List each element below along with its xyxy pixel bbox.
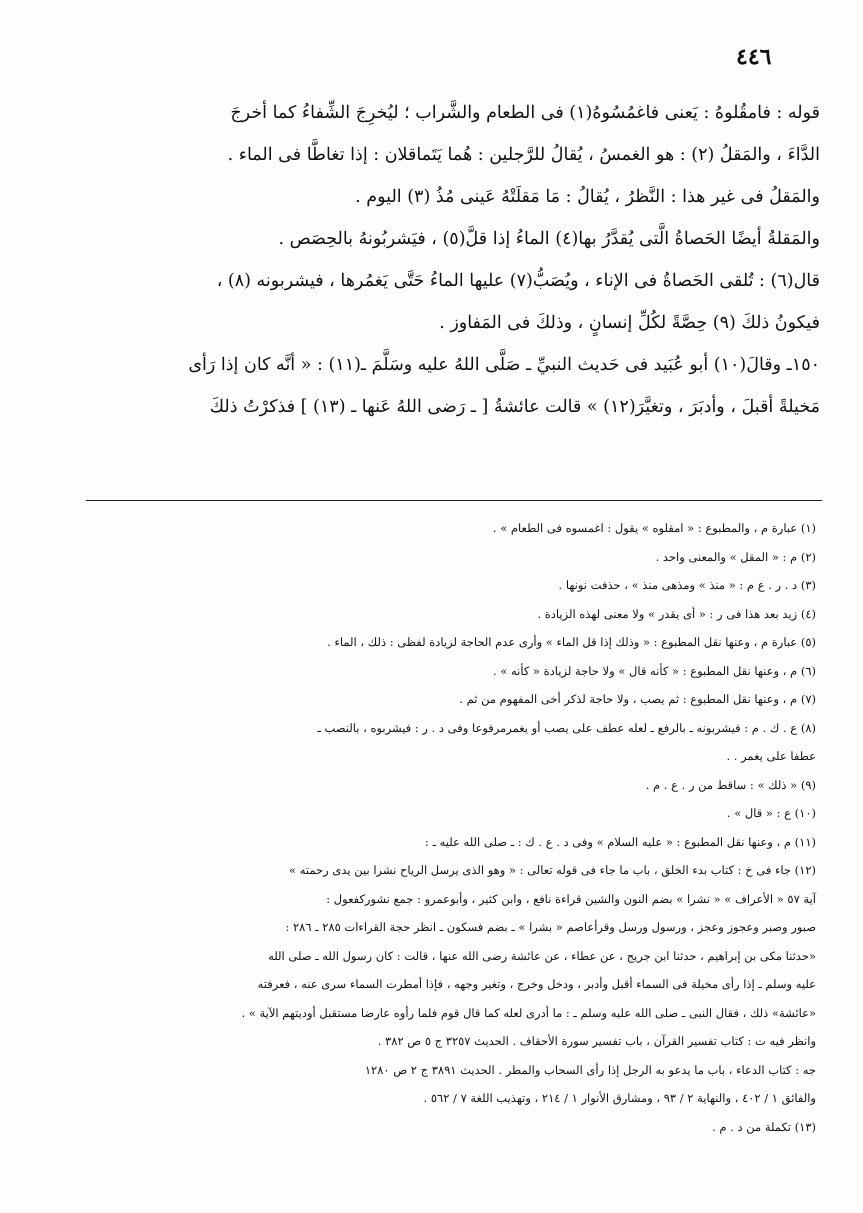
footnote-divider bbox=[86, 500, 822, 501]
footnotes bbox=[86, 514, 816, 1141]
footnote-line: (٢) م : « المقل » والمعنى واحد . bbox=[655, 549, 816, 564]
footnote-line: «عائشة» ذلك ، فقال النبى ـ صلى الله عليه وسلم ـ : ما أدرى لعله كما قال قوم فلما رأوه عارضا مستقبل أوديتهم الآية » . bbox=[241, 1005, 816, 1020]
footnote-line: (٩) « ذلك » : ساقط من ر . ع . م . bbox=[645, 777, 816, 792]
footnote-line: وانظر فيه ت : كتاب تفسير القرآن ، باب تفسير سورة الأحقاف . الحديث ٣٢٥٧ ج ٥ ص ٣٨٢ . bbox=[377, 1034, 816, 1048]
footnote-line: عطفا على يغمر . . bbox=[726, 749, 816, 763]
footnote-line: (٥) عبارة م ، وعنها نقل المطبوع : « وذلك إذا قل الماء » وأرى عدم الحاجة لزيادة لفظى : ذلك ، الماء . bbox=[327, 635, 816, 649]
main-line: ١٥٠ـ وقالَ(١٠) أبو عُبَيد فى حَديث النبيِّ ـ صَلَّى اللهُ عليه وسَلَّمَ ـ(١١) : « أنَّه كان إذا رَأى bbox=[188, 355, 820, 375]
main-line: والمَقلةُ أيضًا الحَصاةُ الَّتى يُقدَّرُ بها(٤) الماءُ إذا قلَّ(٥) ، فيَشربُونهُ بالحِصَص . bbox=[278, 229, 820, 249]
footnote-line: (٧) م ، وعنها نقل المطبوع : ثم يصب ، ولا حاجة لذكر أخى المفهوم من ثم . bbox=[459, 692, 816, 706]
footnote-line: والفائق ١ / ٤٠٢ ، والنهاية ٢ / ٩٣ ، ومشارق الأنوار ١ / ٢١٤ ، وتهذيب اللغة ٧ / ٥٦٢ . bbox=[423, 1091, 816, 1105]
main-line: قوله : فامقُلوهُ : يَعنى فاغمُسُوهُ(١) فى الطعام والشَّراب ؛ ليُخرِجَ الشِّفاءُ كما أخرجَ bbox=[230, 103, 820, 123]
main-line: والمَقلُ فى غير هذا : النَّظرُ ، يُقالُ : مَا مَقلَتْهُ عَينى مُذُ (٣) اليوم . bbox=[355, 187, 820, 207]
main-line: فيكونُ ذلكَ (٩) حِصَّةً لكُلِّ إنسانٍ ، وذلكَ فى المَفاوز . bbox=[439, 313, 820, 333]
footnote-line: «حدثنا مكى بن إبراهيم ، حدثنا ابن جريج ، عن عطاء ، عن عائشة رضى الله عنها ، قالت : كان رسول الله ـ صلى الله bbox=[268, 948, 816, 963]
footnote-line: آية ٥٧ « الأعراف » « نشرا » بضم النون والشين قراءة نافع ، وابن كثير ، وأبوعمرو : جمع نشوركفعول : bbox=[326, 891, 816, 906]
footnote-line: جه : كتاب الدعاء ، باب ما يدعو به الرجل إذا رأى السحاب والمطر . الحديث ٣٨٩١ ج ٢ ص ١٢٨٠ bbox=[364, 1062, 816, 1077]
footnote-line: (١٢) جاء فى خ : كتاب بدء الخلق ، باب ما جاء فى قوله تعالى : « وهو الذى يرسل الرياح نشرا بين يدى رحمته » bbox=[289, 863, 816, 877]
main-line: مَخيلةً أقبلَ ، وأدبَرَ ، وتغيَّرَ(١٢) » قالت عائشةُ [ ـ رَضى اللهُ عَنها ـ (١٣) ] فذكرْتُ ذلكَ bbox=[209, 397, 820, 417]
footnote-line: (٦) م ، وعنها نقل المطبوع : « كأنه قال » ولا حاجة لزيادة « كأنه » . bbox=[492, 663, 816, 678]
main-line: الدَّاءَ ، والمَقلُ (٢) : هو الغمسُ ، يُقالُ للرَّجلين : هُما يَتَماقلان : إذا تغاطَّا فى الماء . bbox=[227, 145, 820, 165]
footnote-line: (١٠) ع : « قال » . bbox=[726, 806, 816, 820]
footnote-line: (٤) زيد بعد هذا فى ر : « أى يقدر » ولا معنى لهذه الزيادة . bbox=[537, 606, 816, 621]
footnote-line: (١٣) تكملة من د . م . bbox=[712, 1119, 816, 1134]
page-number: ٤٤٦ bbox=[736, 44, 772, 70]
footnote-line: (١١) م ، وعنها نقل المطبوع : « عليه السلام » وفى د . ع . ك : ـ صلى الله عليه ـ : bbox=[425, 834, 816, 849]
footnote-line: صبور وصبر وعجوز وعجز ، ورسول ورسل وقرأعاصم « بشرا » ـ بضم فسكون ـ انظر حجة القراءات ٢٨٥ ـ ٢٨٦ : bbox=[285, 920, 816, 934]
footnote-line: (١) عبارة م ، والمطبوع : « امقلوه » يقول : اغمسوه فى الطعام » . bbox=[492, 521, 816, 535]
footnote-line: (٣) د . ر . ع م : « منذ » ومذهى منذ » ، حذفت نونها . bbox=[558, 578, 816, 592]
main-text bbox=[90, 92, 820, 428]
main-line: قال(٦) : تُلقى الحَصاةُ فى الإناء ، ويُصَبُّ(٧) عليها الماءُ حَتَّى يَغمُرها ، فيشربونه (٨) ، bbox=[216, 271, 820, 291]
footnote-line: عليه وسلم ـ إذا رأى مخيلة فى السماء أقبل وأدبر ، ودخل وخرج ، وتغير وجهه ، فإذا أمطرت السماء سرى عنه ، فعرفته bbox=[257, 977, 816, 991]
footnote-line: (٨) ع . ك . م : فيشربونه ـ بالرفع ـ لعله عطف على يصب أو يغمرمرفوعا وفى د . ر : فيشربوه ، بالنصب ـ bbox=[317, 720, 816, 735]
